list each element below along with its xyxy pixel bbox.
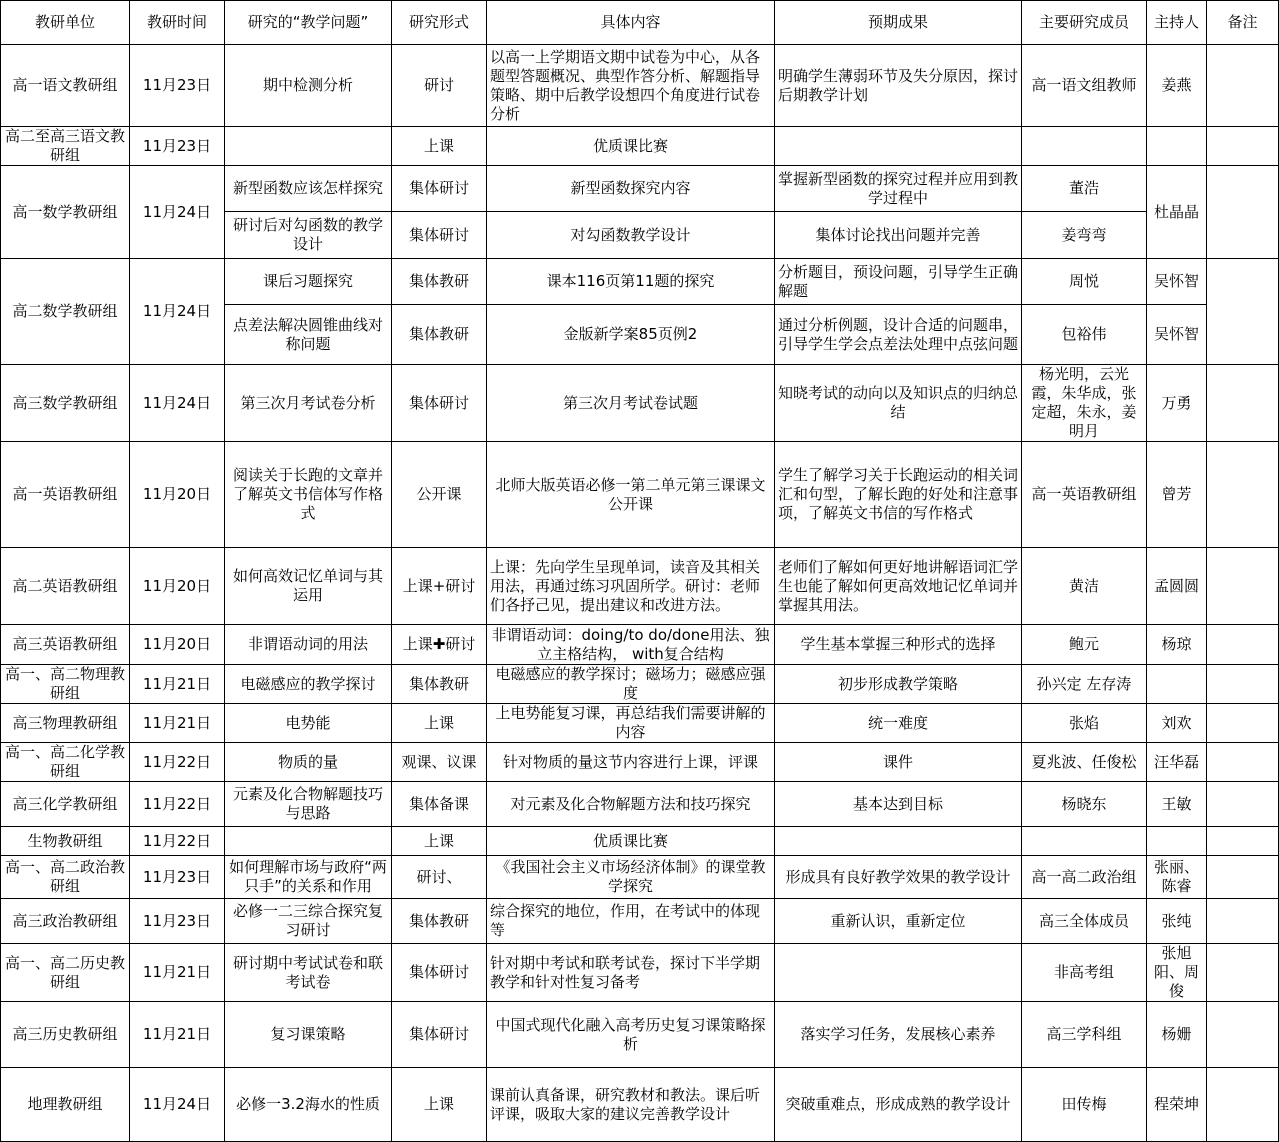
cell-host: 刘欢 <box>1147 704 1207 743</box>
cell-date: 11月20日 <box>130 442 225 548</box>
cell-note <box>1207 704 1279 743</box>
cell-host: 杨姗 <box>1147 1002 1207 1068</box>
cell-date: 11月22日 <box>130 782 225 827</box>
cell-problem: 复习课策略 <box>225 1002 392 1068</box>
cell-form: 集体研讨 <box>392 365 487 442</box>
cell-form: 研讨 <box>392 45 487 127</box>
header-row <box>1 1 1279 45</box>
cell-problem: 必修一二三综合探究复习研讨 <box>225 899 392 944</box>
cell-members: 张焰 <box>1022 704 1147 743</box>
cell-host: 王敏 <box>1147 782 1207 827</box>
header-date: 教研时间 <box>130 1 225 45</box>
cell-members: 黄洁 <box>1022 548 1147 625</box>
cell-content: 综合探究的地位，作用，在考试中的体现等 <box>487 899 775 944</box>
cell-note <box>1207 1068 1279 1142</box>
cell-outcome <box>775 127 1022 166</box>
cell-members: 田传梅 <box>1022 1068 1147 1142</box>
cell-host: 万勇 <box>1147 365 1207 442</box>
cell-note <box>1207 442 1279 548</box>
cell-form: 上课 <box>392 127 487 166</box>
cell-problem: 必修一3.2海水的性质 <box>225 1068 392 1142</box>
cell-form: 公开课 <box>392 442 487 548</box>
cell-note <box>1207 899 1279 944</box>
table-row <box>1 743 1279 782</box>
cell-unit: 高一、高二政治教研组 <box>1 856 130 899</box>
cell-outcome: 知晓考试的动向以及知识点的归纳总结 <box>775 365 1022 442</box>
cell-unit: 高一、高二物理教研组 <box>1 665 130 704</box>
cell-note <box>1207 127 1279 166</box>
cell-host: 杜晶晶 <box>1147 166 1207 259</box>
table-row <box>1 1002 1279 1068</box>
cell-note <box>1207 665 1279 704</box>
cell-date: 11月21日 <box>130 944 225 1002</box>
table-row <box>1 944 1279 1002</box>
cell-members <box>1022 827 1147 856</box>
cell-problem: 第三次月考试卷分析 <box>225 365 392 442</box>
cell-note <box>1207 827 1279 856</box>
table-row <box>1 625 1279 665</box>
cell-unit: 高一数学教研组 <box>1 166 130 259</box>
header-problem: 研究的“教学问题” <box>225 1 392 45</box>
cell-unit: 高三英语教研组 <box>1 625 130 665</box>
cell-outcome: 突破重难点，形成成熟的教学设计 <box>775 1068 1022 1142</box>
table-row <box>1 782 1279 827</box>
cell-form: 集体研讨 <box>392 944 487 1002</box>
cell-content: 新型函数探究内容 <box>487 166 775 212</box>
cell-members: 包裕伟 <box>1022 305 1147 365</box>
cell-members: 高三学科组 <box>1022 1002 1147 1068</box>
cell-problem: 研讨期中考试试卷和联考试卷 <box>225 944 392 1002</box>
cell-host: 吴怀智 <box>1147 305 1207 365</box>
cell-date: 11月23日 <box>130 127 225 166</box>
cell-unit: 高三物理教研组 <box>1 704 130 743</box>
table-row <box>1 259 1279 305</box>
cell-unit: 高二数学教研组 <box>1 259 130 365</box>
cell-host: 汪华磊 <box>1147 743 1207 782</box>
cell-date: 11月21日 <box>130 704 225 743</box>
table-row <box>1 899 1279 944</box>
cell-note <box>1207 45 1279 127</box>
cell-problem <box>225 827 392 856</box>
cell-unit: 高一语文教研组 <box>1 45 130 127</box>
cell-content: 北师大版英语必修一第二单元第三课课文公开课 <box>487 442 775 548</box>
cell-form: 上课 <box>392 704 487 743</box>
cell-date: 11月23日 <box>130 45 225 127</box>
cell-unit: 高一、高二化学教研组 <box>1 743 130 782</box>
table-row <box>1 856 1279 899</box>
cell-problem: 研讨后对勾函数的教学设计 <box>225 212 392 259</box>
cell-outcome: 学生基本掌握三种形式的选择 <box>775 625 1022 665</box>
cell-outcome: 重新认识，重新定位 <box>775 899 1022 944</box>
cell-date: 11月20日 <box>130 625 225 665</box>
cell-members: 高三全体成员 <box>1022 899 1147 944</box>
cell-outcome <box>775 827 1022 856</box>
cell-date: 11月21日 <box>130 665 225 704</box>
cell-form: 上课 <box>392 827 487 856</box>
cell-note <box>1207 743 1279 782</box>
cell-host: 杨琼 <box>1147 625 1207 665</box>
cell-note <box>1207 782 1279 827</box>
cell-content: 第三次月考试卷试题 <box>487 365 775 442</box>
cell-members: 高一语文组教师 <box>1022 45 1147 127</box>
cell-problem: 元素及化合物解题技巧与思路 <box>225 782 392 827</box>
cell-members: 杨光明，云光霞，朱华成，张定超，朱永，姜明月 <box>1022 365 1147 442</box>
cell-note <box>1207 944 1279 1002</box>
cell-outcome: 课件 <box>775 743 1022 782</box>
cell-note <box>1207 1002 1279 1068</box>
cell-content: 非谓语动词：doing/to do/done用法、独立主格结构， with复合结构 <box>487 625 775 665</box>
table-row <box>1 704 1279 743</box>
cell-members: 夏兆波、任俊松 <box>1022 743 1147 782</box>
cell-problem: 电磁感应的教学探讨 <box>225 665 392 704</box>
cell-date: 11月23日 <box>130 899 225 944</box>
cell-unit: 地理教研组 <box>1 1068 130 1142</box>
cell-form: 上课+研讨 <box>392 548 487 625</box>
cell-members: 姜弯弯 <box>1022 212 1147 259</box>
table-row <box>1 45 1279 127</box>
cell-content: 上电势能复习课，再总结我们需要讲解的内容 <box>487 704 775 743</box>
cell-date: 11月24日 <box>130 166 225 259</box>
header-unit: 教研单位 <box>1 1 130 45</box>
cell-date: 11月24日 <box>130 365 225 442</box>
cell-form: 集体研讨 <box>392 1002 487 1068</box>
header-form: 研究形式 <box>392 1 487 45</box>
cell-members: 周悦 <box>1022 259 1147 305</box>
cell-problem: 新型函数应该怎样探究 <box>225 166 392 212</box>
cell-unit: 高二至高三语文教研组 <box>1 127 130 166</box>
cell-host: 孟圆圆 <box>1147 548 1207 625</box>
cell-date: 11月24日 <box>130 259 225 365</box>
cell-unit: 高一、高二历史教研组 <box>1 944 130 1002</box>
cell-outcome: 集体讨论找出问题并完善 <box>775 212 1022 259</box>
table-row <box>1 365 1279 442</box>
cell-content: 针对期中考试和联考试卷，探讨下半学期教学和针对性复习备考 <box>487 944 775 1002</box>
cell-problem: 物质的量 <box>225 743 392 782</box>
cell-note <box>1207 166 1279 259</box>
cell-problem: 如何理解市场与政府“两只手”的关系和作用 <box>225 856 392 899</box>
table-row <box>1 166 1279 212</box>
cell-form: 集体教研 <box>392 899 487 944</box>
cell-content: 优质课比赛 <box>487 827 775 856</box>
cell-date: 11月22日 <box>130 827 225 856</box>
cell-form: 观课、议课 <box>392 743 487 782</box>
cell-outcome: 形成具有良好教学效果的教学设计 <box>775 856 1022 899</box>
cell-host: 张丽、陈睿 <box>1147 856 1207 899</box>
cell-problem: 非谓语动词的用法 <box>225 625 392 665</box>
header-outcome: 预期成果 <box>775 1 1022 45</box>
cell-problem: 阅读关于长跑的文章并了解英文书信体写作格式 <box>225 442 392 548</box>
cell-members: 非高考组 <box>1022 944 1147 1002</box>
cell-outcome: 落实学习任务，发展核心素养 <box>775 1002 1022 1068</box>
cell-note <box>1207 625 1279 665</box>
cell-content: 中国式现代化融入高考历史复习课策略探析 <box>487 1002 775 1068</box>
cell-form: 集体教研 <box>392 259 487 305</box>
cell-form: 集体教研 <box>392 665 487 704</box>
cell-date: 11月21日 <box>130 1002 225 1068</box>
cell-host <box>1147 827 1207 856</box>
cell-outcome: 老师们了解如何更好地讲解语词汇学生也能了解如何更高效地记忆单词并掌握其用法。 <box>775 548 1022 625</box>
cell-members: 高一英语教研组 <box>1022 442 1147 548</box>
cell-unit: 高二英语教研组 <box>1 548 130 625</box>
cell-note <box>1207 548 1279 625</box>
cell-outcome: 分析题目，预设问题，引导学生正确解题 <box>775 259 1022 305</box>
cell-form: 上课✚研讨 <box>392 625 487 665</box>
cell-outcome: 掌握新型函数的探究过程并应用到教学过程中 <box>775 166 1022 212</box>
cell-outcome: 明确学生薄弱环节及失分原因，探讨后期教学计划 <box>775 45 1022 127</box>
cell-host <box>1147 127 1207 166</box>
cell-outcome <box>775 944 1022 1002</box>
table-row <box>1 548 1279 625</box>
header-content: 具体内容 <box>487 1 775 45</box>
cell-content: 《我国社会主义市场经济体制》的课堂教学探究 <box>487 856 775 899</box>
cell-problem: 期中检测分析 <box>225 45 392 127</box>
cell-members: 鲍元 <box>1022 625 1147 665</box>
cell-content: 针对物质的量这节内容进行上课，评课 <box>487 743 775 782</box>
cell-host: 张纯 <box>1147 899 1207 944</box>
cell-content: 上课：先向学生呈现单词，读音及其相关用法，再通过练习巩固所学。研讨：老师们各抒己见，提出建议和改进方法。 <box>487 548 775 625</box>
cell-content: 金版新学案85页例2 <box>487 305 775 365</box>
cell-unit: 高三化学教研组 <box>1 782 130 827</box>
cell-note <box>1207 365 1279 442</box>
cell-members: 董浩 <box>1022 166 1147 212</box>
cell-form: 研讨、 <box>392 856 487 899</box>
cell-host: 姜燕 <box>1147 45 1207 127</box>
table-row <box>1 127 1279 166</box>
header-members: 主要研究成员 <box>1022 1 1147 45</box>
cell-problem: 点差法解决圆锥曲线对称问题 <box>225 305 392 365</box>
cell-problem: 课后习题探究 <box>225 259 392 305</box>
cell-members <box>1022 127 1147 166</box>
cell-form: 上课 <box>392 1068 487 1142</box>
cell-outcome: 初步形成教学策略 <box>775 665 1022 704</box>
cell-host: 程荣坤 <box>1147 1068 1207 1142</box>
cell-host: 曾芳 <box>1147 442 1207 548</box>
cell-note <box>1207 856 1279 899</box>
cell-content: 优质课比赛 <box>487 127 775 166</box>
cell-content: 课本116页第11题的探究 <box>487 259 775 305</box>
cell-content: 对勾函数教学设计 <box>487 212 775 259</box>
table-row <box>1 827 1279 856</box>
cell-date: 11月22日 <box>130 743 225 782</box>
cell-problem: 如何高效记忆单词与其运用 <box>225 548 392 625</box>
cell-members: 高一高二政治组 <box>1022 856 1147 899</box>
cell-outcome: 学生了解学习关于长跑运动的相关词汇和句型，了解长跑的好处和注意事项，了解英文书信的写作格式 <box>775 442 1022 548</box>
cell-form: 集体教研 <box>392 305 487 365</box>
table-row <box>1 442 1279 548</box>
cell-date: 11月20日 <box>130 548 225 625</box>
header-host: 主持人 <box>1147 1 1207 45</box>
cell-note <box>1207 259 1279 365</box>
cell-content: 电磁感应的教学探讨；磁场力；磁感应强度 <box>487 665 775 704</box>
cell-form: 集体研讨 <box>392 212 487 259</box>
header-note: 备注 <box>1207 1 1279 45</box>
cell-date: 11月24日 <box>130 1068 225 1142</box>
cell-form: 集体研讨 <box>392 166 487 212</box>
cell-members: 杨晓东 <box>1022 782 1147 827</box>
cell-outcome: 统一难度 <box>775 704 1022 743</box>
cell-unit: 高三政治教研组 <box>1 899 130 944</box>
cell-form: 集体备课 <box>392 782 487 827</box>
cell-problem <box>225 127 392 166</box>
cell-host: 吴怀智 <box>1147 259 1207 305</box>
cell-content: 课前认真备课，研究教材和教法。课后听评课，吸取大家的建议完善教学设计 <box>487 1068 775 1142</box>
cell-content: 对元素及化合物解题方法和技巧探究 <box>487 782 775 827</box>
table-row <box>1 1068 1279 1142</box>
cell-unit: 高一英语教研组 <box>1 442 130 548</box>
cell-outcome: 基本达到目标 <box>775 782 1022 827</box>
cell-unit: 高三数学教研组 <box>1 365 130 442</box>
cell-host <box>1147 665 1207 704</box>
cell-date: 11月23日 <box>130 856 225 899</box>
table-row <box>1 665 1279 704</box>
cell-problem: 电势能 <box>225 704 392 743</box>
cell-unit: 高三历史教研组 <box>1 1002 130 1068</box>
cell-outcome: 通过分析例题，设计合适的问题串，引导学生学会点差法处理中点弦问题 <box>775 305 1022 365</box>
cell-unit: 生物教研组 <box>1 827 130 856</box>
cell-host: 张旭阳、周俊 <box>1147 944 1207 1002</box>
cell-members: 孙兴定 左存涛 <box>1022 665 1147 704</box>
cell-content: 以高一上学期语文期中试卷为中心，从各题型答题概况、典型作答分析、解题指导策略、期中后教学设想四个角度进行试卷分析 <box>487 45 775 127</box>
